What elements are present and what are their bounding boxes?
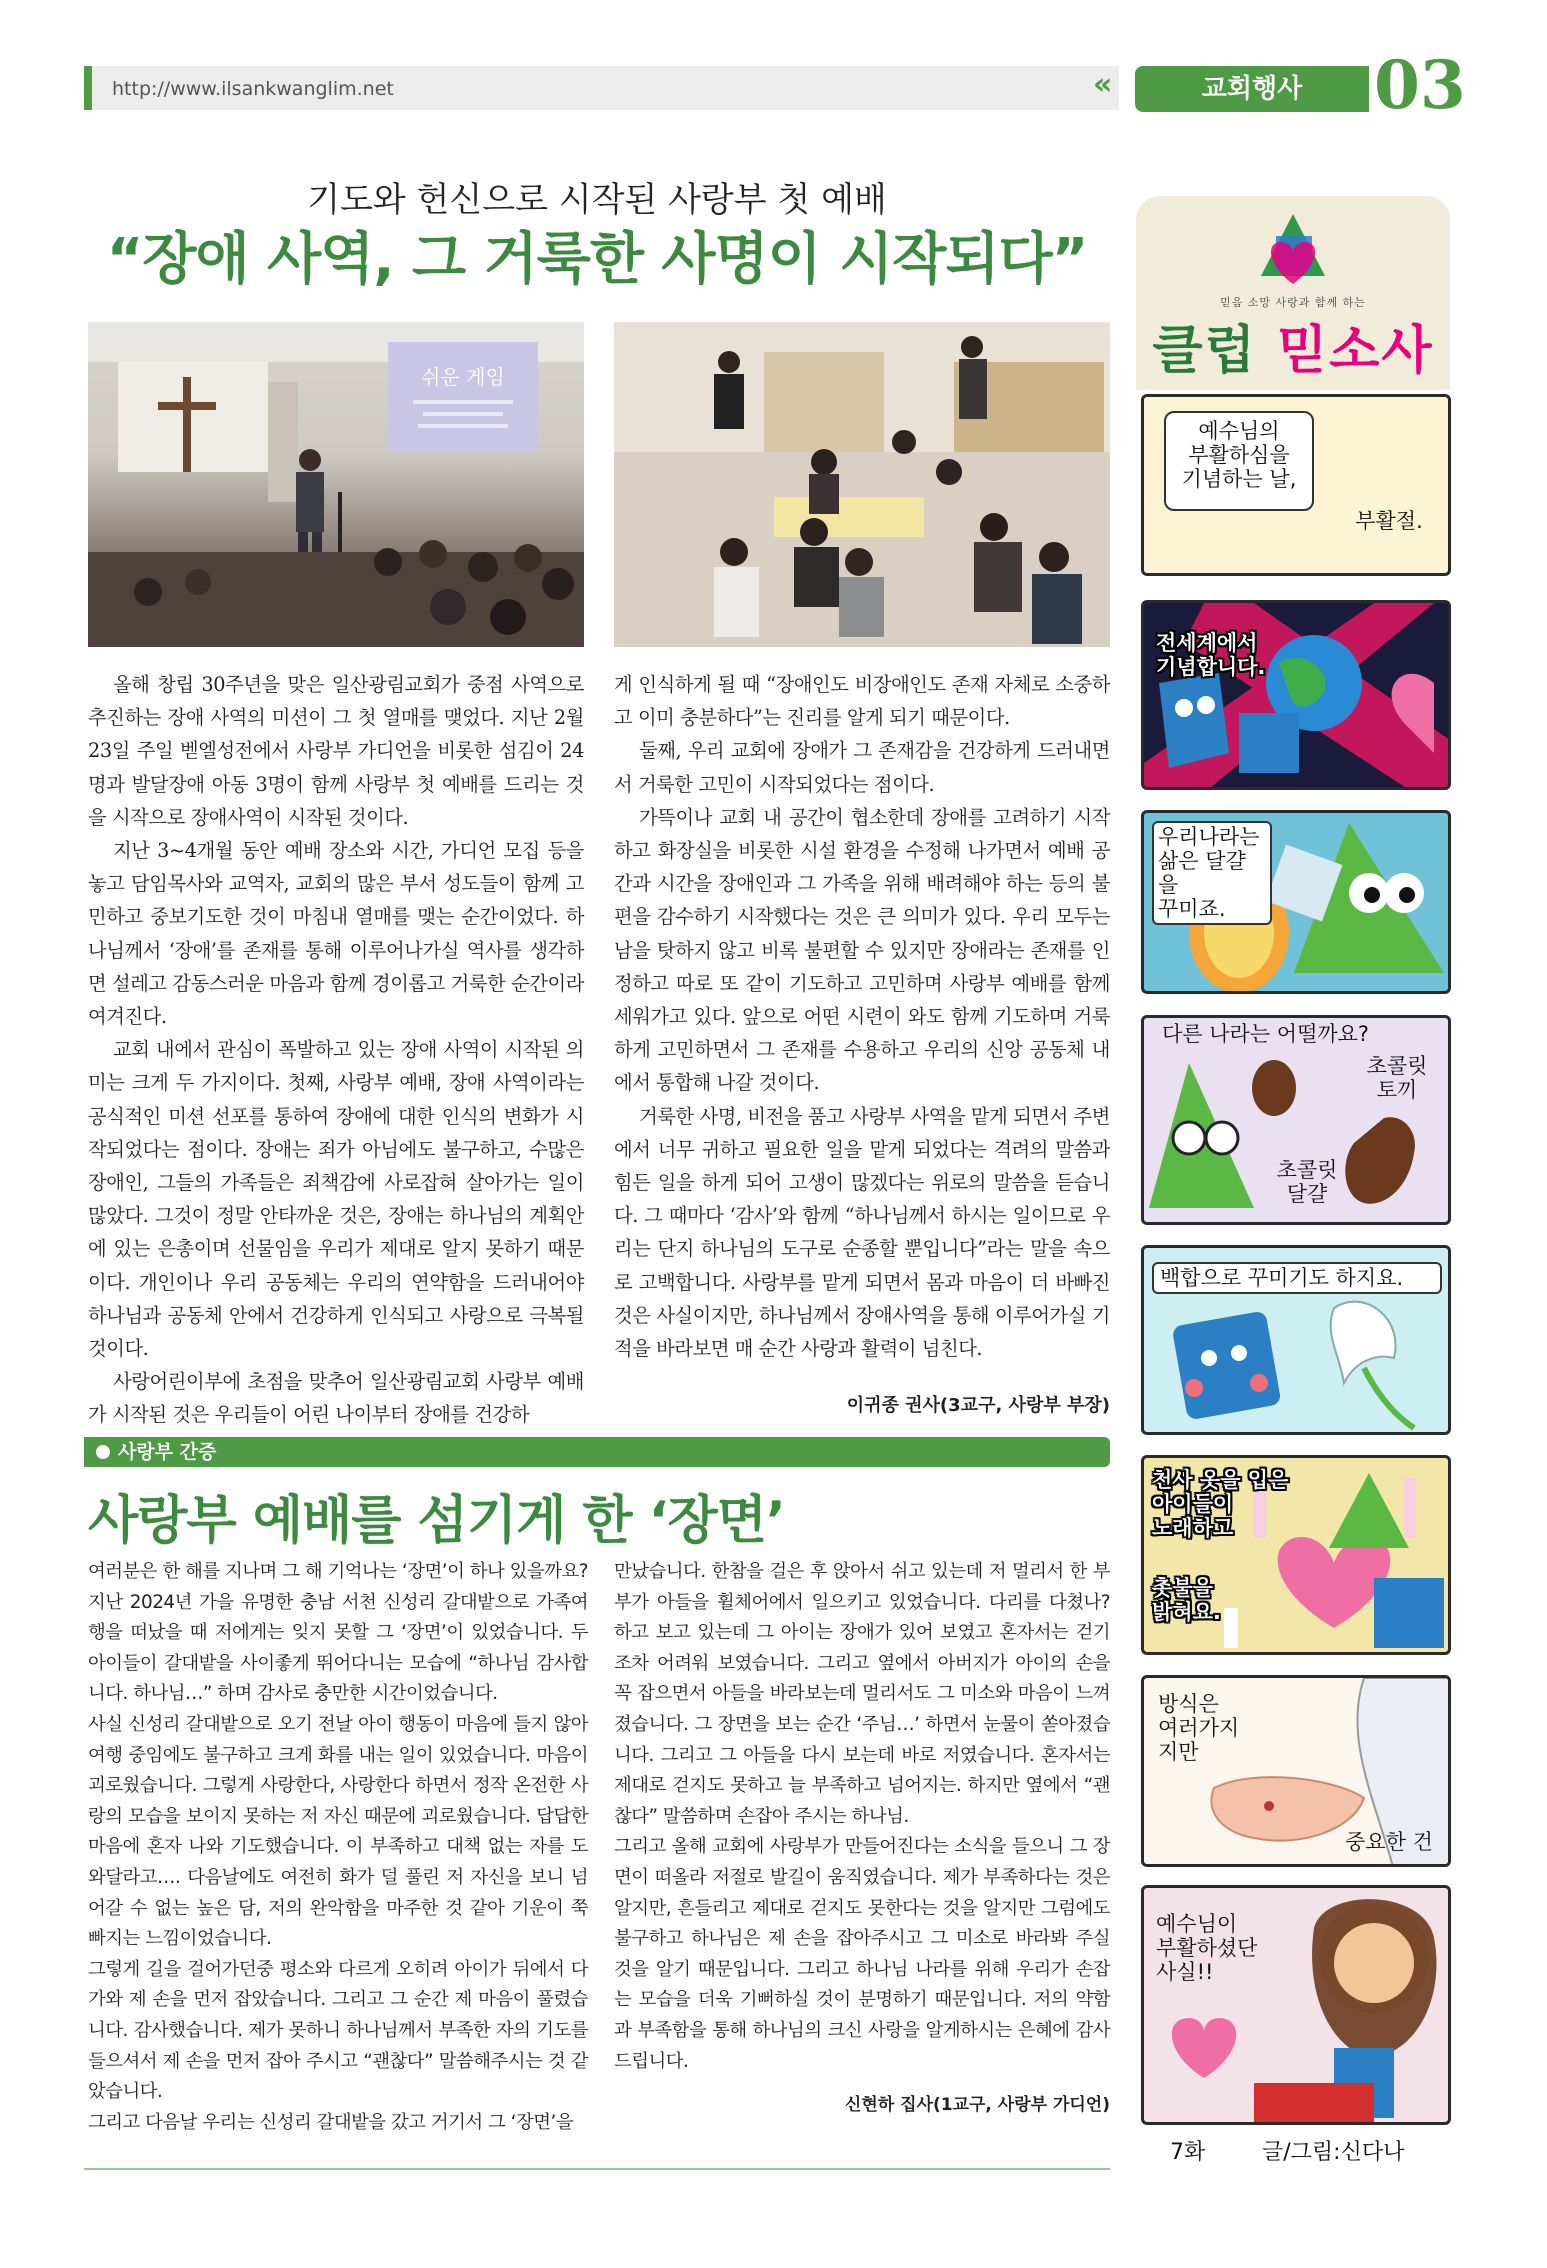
article2-column-1	[88, 1557, 588, 2138]
paragraph: 사실 신성리 갈대밭으로 오기 전날 아이 행동이 마음에 들지 않아 여행 중임에도 불구하고 크게 화를 내는 일이 있었습니다. 마음이 괴로웠습니다. 그렇게 사랑한다, 사랑한다 하면서 정작 온전한 사랑의 모습을 보이지 못하는 저 자신 때문에 괴로웠습니다. 답답한 마음에 혼자 나와 기도했습니다. 이 부족하고 대책 없는 자를 도와달라고…. 다음날에도 여전히 화가 덜 풀린 저 자신을 보니 넘어갈 수 없는 높은 담, 저의 완악함을 마주한 것 같아 기운이 쭉 빠지는 느낌이었습니다.	[88, 1713, 588, 1950]
paragraph: 만났습니다. 한참을 걸은 후 앉아서 쉬고 있는데 저 멀리서 한 부부가 아들을 휠체어에서 일으키고 있었습니다. 다리를 다쳤나? 하고 보고 있는데 그 아이는 장애가 있어 보였고 혼자서는 걷기조차 어려워 보였습니다. 그리고 옆에서 아버지가 아이의 손을 꼭 잡으면서 아들을 바라보는데 멀리서도 그 미소와 마음이 느껴졌습니다. 그 장면을 보는 순간 ‘주님…’ 하면서 눈물이 쏟아졌습니다. 그리고 그 아들을 다시 보는데 바로 저였습니다. 혼자서는 제대로 걷지도 못하고 늘 부족하고 넘어지는. 하지만 옆에서 “괜찮다” 말씀하며 손잡아 주시는 하나님.	[614, 1561, 1110, 1827]
chevron-left-icon: «	[1093, 67, 1113, 102]
panel-1-caption-2: 부활절.	[1355, 509, 1423, 533]
comic-panel-5	[1141, 1245, 1451, 1435]
paragraph: 그리고 다음날 우리는 신성리 갈대밭을 갔고 거기서 그 ‘장면’을	[88, 2111, 574, 2133]
article1-headline: “장애 사역, 그 거룩한 사명이 시작되다”	[106, 227, 1088, 292]
panel-4-caption-3: 초콜릿 달걀	[1276, 1158, 1338, 1206]
panel-7-caption-2: 중요한 건	[1345, 1830, 1433, 1854]
section-label-bar	[84, 1437, 1110, 1467]
panel-5-caption: 백합으로 꾸미기도 하지요.	[1152, 1262, 1442, 1294]
comic-logo-icon	[1136, 196, 1450, 296]
page-number: 03	[1374, 46, 1466, 124]
panel-6-caption: 천사 옷을 입은 아이들이 노래하고	[1152, 1468, 1289, 1540]
paragraph: 그렇게 길을 걸어가던중 평소와 다르게 오히려 아이가 뒤에서 다가와 제 손을 먼저 잡았습니다. 그리고 그 순간 제 마음이 풀렸습니다. 감사했습니다. 제가 못하니 하나님께서 부족한 자의 기도를 들으셔서 제 손을 먼저 잡아 주시고 “괜찮다” 말씀해주시는 것 같았습니다.	[88, 1958, 588, 2103]
paragraph: 여러분은 한 해를 지나며 그 해 기억나는 ‘장면’이 하나 있을까요? 지난 2024년 가을 유명한 충남 서천 신성리 갈대밭으로 가족여행을 떠났을 때 저에게는 잊지 못할 그 ‘장면’이 있었습니다. 두 아이들이 갈대밭을 사이좋게 뛰어다니는 모습에 “하나님 감사합니다. 하나님…” 하며 감사로 충만한 시간이었습니다.	[88, 1561, 588, 1705]
screen-title: 쉬운 게임	[421, 365, 505, 389]
article1-column-2	[614, 668, 1110, 1365]
paragraph: 거룩한 사명, 비전을 품고 사랑부 사역을 맡게 되면서 주변에서 너무 귀하고 필요한 일을 맡게 되었다는 격려의 말씀과 힘든 일을 하게 되어 고생이 많겠다는 위로의 말씀을 듣습니다. 그 때마다 ‘감사’와 함께 “하나님께서 하시는 일이므로 우리는 단지 하나님의 도구로 순종할 뿐입니다”라는 말을 속으로 고백합니다. 사랑부를 맡게 되면서 몸과 마음이 더 바빠진 것은 사실이지만, 하나님께서 장애사역을 통해 이루어가실 기적을 바라보면 매 순간 사랑과 활력이 넘친다.	[614, 1104, 1110, 1361]
comic-episode: 7화	[1170, 2140, 1206, 2165]
comic-panel-4	[1141, 1015, 1451, 1225]
panel-1-caption: 예수님의 부활하심을 기념하는 날,	[1181, 419, 1297, 491]
panel-2-caption: 전세계에서 기념합니다.	[1156, 631, 1266, 679]
panel-6-caption-2: 촛불을 밝혀요.	[1152, 1576, 1221, 1624]
comic-panel-8	[1141, 1885, 1451, 2125]
panel-8-caption: 예수님이 부활하셨단 사실!!	[1156, 1912, 1258, 1984]
header-accent	[84, 66, 92, 110]
paragraph: 가뜩이나 교회 내 공간이 협소한데 장애를 고려하기 시작하고 화장실을 비롯한 시설 환경을 수정해 나가면서 예배 공간과 시간을 장애인과 그 가족을 위해 배려해야 하는 등의 불편을 감수하기 시작했다는 것은 큰 의미가 있다. 우리 모두는 남을 탓하지 않고 비록 불편할 수 있지만 장애라는 존재를 인정하고 따로 또 같이 기도하고 고민하며 사랑부 예배를 함께 세워가고 있다. 앞으로 어떤 시련이 와도 함께 기도하며 거룩하게 고민하면서 그 존재를 수용하고 우리의 신앙 공동체 내에서 통합해 나갈 것이다.	[614, 805, 1110, 1095]
comic-title: 클럽 믿소사	[1152, 321, 1434, 381]
comic-credit: 글/그림:신다나	[1262, 2140, 1405, 2165]
bullet-icon	[96, 1445, 110, 1459]
bottom-divider	[84, 2168, 1110, 2170]
comic-panel-3	[1141, 810, 1451, 994]
panel-7-caption: 방식은 여러가지 지만	[1158, 1692, 1240, 1764]
panel-3-caption: 우리나라는 삶은 달걀을 꾸미죠.	[1152, 821, 1272, 925]
comic-panel-1	[1141, 394, 1451, 576]
photo-activity-room	[614, 322, 1110, 647]
article1-column-1	[88, 668, 584, 1432]
article2-headline: 사랑부 예배를 섬기게 한 ‘장면’	[88, 1491, 785, 1551]
panel-4-caption-2: 초콜릿 토끼	[1366, 1054, 1428, 1102]
header-url[interactable]: http://www.ilsankwanglim.net	[112, 78, 394, 100]
paragraph: 올해 창립 30주년을 맞은 일산광림교회가 중점 사역으로 추진하는 장애 사역의 미션이 그 첫 열매를 맺었다. 지난 2월 23일 주일 벧엘성전에서 사랑부 가디언을 비롯한 섬김이 24명과 발달장애 아동 3명이 함께 사랑부 첫 예배를 드리는 것을 시작으로 장애사역이 시작된 것이다.	[88, 673, 584, 829]
section-tab: 교회행사	[1135, 66, 1369, 112]
paragraph: 지난 3~4개월 동안 예배 장소와 시간, 가디언 모집 등을 놓고 담임목사와 교역자, 교회의 많은 부서 성도들이 함께 고민하고 중보기도한 것이 마침내 열매를 맺는 순간이었다. 하나님께서 ‘장애’를 존재를 통해 이루어나가실 역사를 생각하면 설레고 감동스러운 마음과 함께 경이롭고 거룩한 순간이라 여겨진다.	[88, 839, 584, 1029]
comic-panel-6	[1141, 1455, 1451, 1655]
photo-worship-hall	[88, 322, 584, 647]
article1-byline: 이귀종 권사(3교구, 사랑부 부장)	[846, 1395, 1110, 1416]
paragraph: 사랑어린이부에 초점을 맞추어 일산광림교회 사랑부 예배가 시작된 것은 우리들이 어린 나이부터 장애를 건강하	[88, 1370, 584, 1427]
paragraph: 교회 내에서 관심이 폭발하고 있는 장애 사역이 시작된 의미는 크게 두 가지이다. 첫째, 사랑부 예배, 장애 사역이라는 공식적인 미션 선포를 통하여 장애에 대한 인식의 변화가 시작되었다는 점이다. 장애는 죄가 아님에도 불구하고, 수많은 장애인, 그들의 가족들은 죄책감에 사로잡혀 살아가는 일이 많았다. 그것이 정말 안타까운 것은, 장애는 하나님의 계획안에 있는 은총이며 선물임을 우리가 제대로 알지 못하기 때문이다. 개인이나 우리 공동체는 우리의 연약함을 드러내어야 하나님과 공동체 안에서 건강하게 인식되고 사랑으로 극복될 것이다.	[88, 1038, 584, 1361]
paragraph: 그리고 올해 교회에 사랑부가 만들어진다는 소식을 들으니 그 장면이 떠올라 저절로 발길이 움직였습니다. 제가 부족하다는 것은 알지만, 흔들리고 제대로 걷지도 못한다는 것을 알지만 그럼에도 불구하고 하나님은 제 손을 잡아주시고 그 미소로 바라봐 주실 것을 알기 때문입니다. 그리고 하나님 나라를 위해 우리가 손잡는 모습을 더욱 기뻐하실 것이 분명하기 때문입니다. 저의 약함과 부족함을 통해 하나님의 크신 사랑을 알게하시는 은혜에 감사드립니다.	[614, 1836, 1110, 2072]
paragraph: 게 인식하게 될 때 “장애인도 비장애인도 존재 자체로 소중하고 이미 충분하다”는 진리를 알게 되기 때문이다.	[614, 673, 1110, 730]
comic-subtitle: 믿음 소망 사랑과 함께 하는	[1220, 296, 1366, 309]
section-label: 사랑부 간증	[118, 1441, 217, 1463]
article2-column-2	[614, 1557, 1110, 2077]
article1-kicker: 기도와 헌신으로 시작된 사랑부 첫 예배	[307, 180, 887, 220]
comic-panel-2	[1141, 600, 1451, 790]
paragraph: 둘째, 우리 교회에 장애가 그 존재감을 건강하게 드러내면서 거룩한 고민이 시작되었다는 점이다.	[614, 739, 1110, 796]
article2-byline: 신현하 집사(1교구, 사랑부 가디언)	[844, 2095, 1110, 2115]
panel-4-caption: 다른 나라는 어떨까요?	[1162, 1022, 1370, 1046]
comic-panel-7	[1141, 1675, 1451, 1867]
